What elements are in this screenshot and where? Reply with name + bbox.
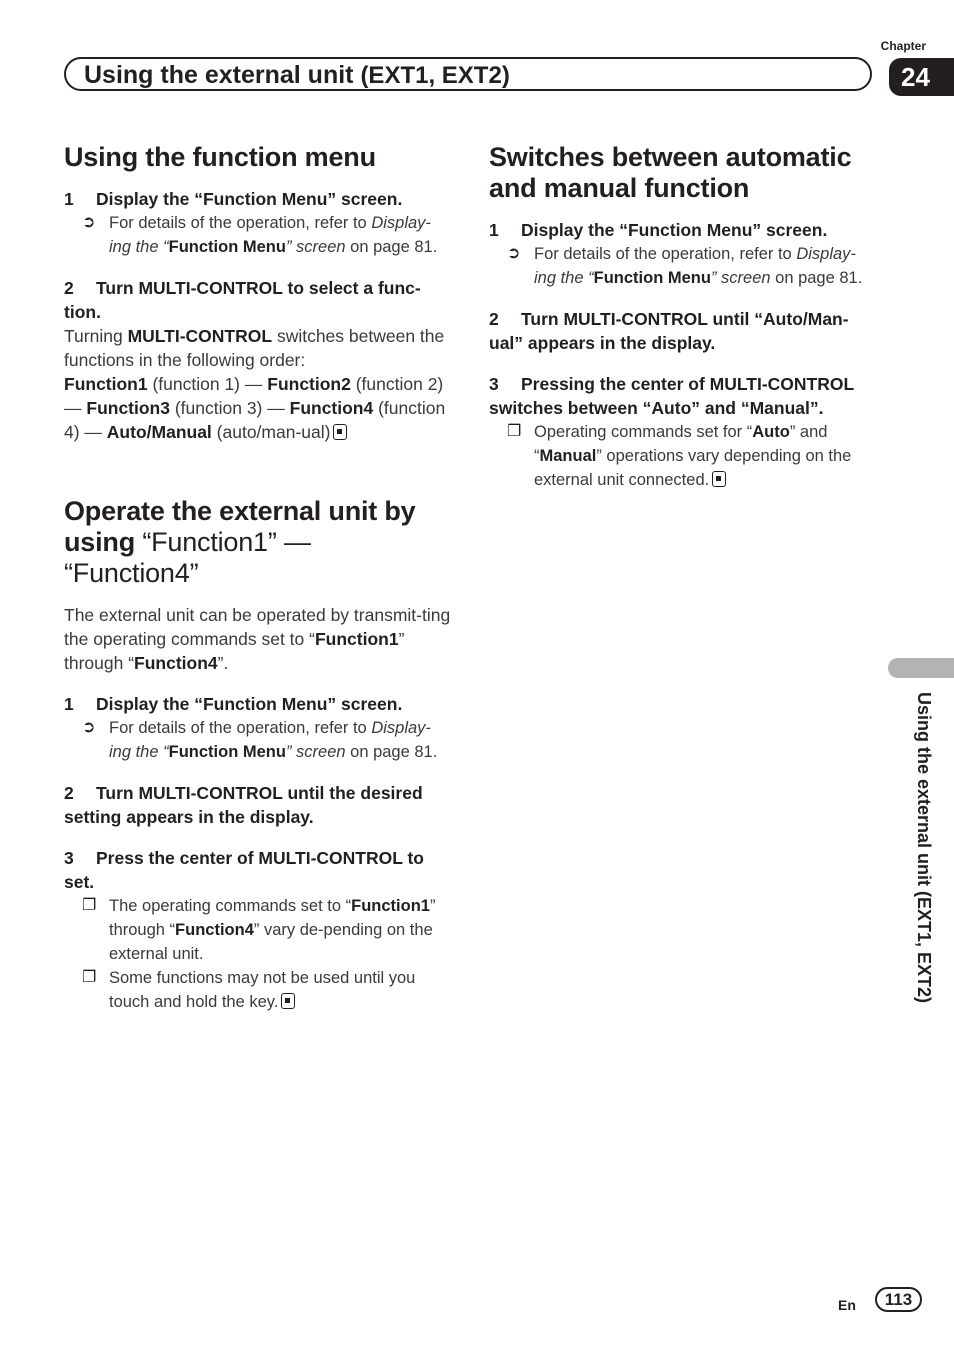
checkbox-bullet-icon: ❐: [82, 897, 97, 914]
step: 3 Pressing the center of MULTI-CONTROL switches between “Auto” and “Manual”.: [489, 374, 854, 418]
left-column: [64, 142, 452, 1044]
section-title: Operate the external unit by using “Function1” — “Function4”: [64, 496, 416, 588]
section-auto-manual: [489, 142, 877, 492]
check-note: ❐ Operating commands set for “Auto” and “Manual” operations vary depending on the external unit connected.: [489, 420, 877, 492]
step: 1 Display the “Function Menu” screen.: [64, 189, 403, 209]
side-tab: [888, 658, 954, 678]
header-title-main: Using the external unit: [84, 61, 361, 89]
arrow-bullet-icon: ➲: [82, 719, 96, 736]
section-title: Using the function menu: [64, 142, 376, 172]
step: 2 Turn MULTI-CONTROL until “Auto/Man-ual” appears in the display.: [489, 309, 849, 353]
check-note: ❐ Some functions may not be used until you touch and hold the key.: [64, 966, 452, 1014]
header-title: [84, 60, 510, 91]
section-intro: The external unit can be operated by transmit-ting the operating commands set to “Function1” through “Function4”.: [64, 605, 451, 673]
section-title: Switches between automatic and manual function: [489, 142, 852, 203]
step: 2 Turn MULTI-CONTROL to select a func-tion.: [64, 278, 421, 322]
end-mark-icon: [281, 993, 295, 1009]
step: 3 Press the center of MULTI-CONTROL to set.: [64, 848, 424, 892]
section-function-menu: [64, 142, 452, 444]
step-body: Turning MULTI-CONTROL switches between the functions in the following order: Function1 (function 1) — Function2 (function 2) — Function3 (function 3) — Function4 (function 4) — Auto/Manual (auto/man-ual): [64, 326, 446, 442]
section-operate-external-unit: [64, 496, 452, 1014]
chapter-number: 24: [889, 58, 954, 96]
checkbox-bullet-icon: ❐: [507, 423, 522, 440]
header-title-paren: (EXT1, EXT2): [360, 62, 510, 89]
check-note: ❐ The operating commands set to “Function1” through “Function4” vary de-pending on the external unit.: [64, 894, 452, 966]
end-mark-icon: [333, 424, 347, 440]
step: 1 Display the “Function Menu” screen.: [64, 694, 403, 714]
language-label: En: [838, 1297, 856, 1313]
step: 1 Display the “Function Menu” screen.: [489, 220, 828, 240]
note: ➲ For details of the operation, refer to Display-ing the “Function Menu” screen on page 81.: [64, 716, 452, 764]
page-number: 113: [875, 1287, 922, 1312]
step: 2 Turn MULTI-CONTROL until the desired setting appears in the display.: [64, 783, 423, 827]
note: ➲ For details of the operation, refer to Display-ing the “Function Menu” screen on page 81.: [489, 242, 877, 290]
arrow-bullet-icon: ➲: [507, 245, 521, 262]
end-mark-icon: [712, 471, 726, 487]
side-tab-text: Using the external unit (EXT1, EXT2): [914, 692, 934, 1004]
arrow-bullet-icon: ➲: [82, 214, 96, 231]
note: ➲ For details of the operation, refer to Display-ing the “Function Menu” screen on page 81.: [64, 211, 452, 259]
chapter-label: Chapter: [880, 39, 926, 53]
checkbox-bullet-icon: ❐: [82, 969, 97, 986]
right-column: [489, 142, 877, 522]
